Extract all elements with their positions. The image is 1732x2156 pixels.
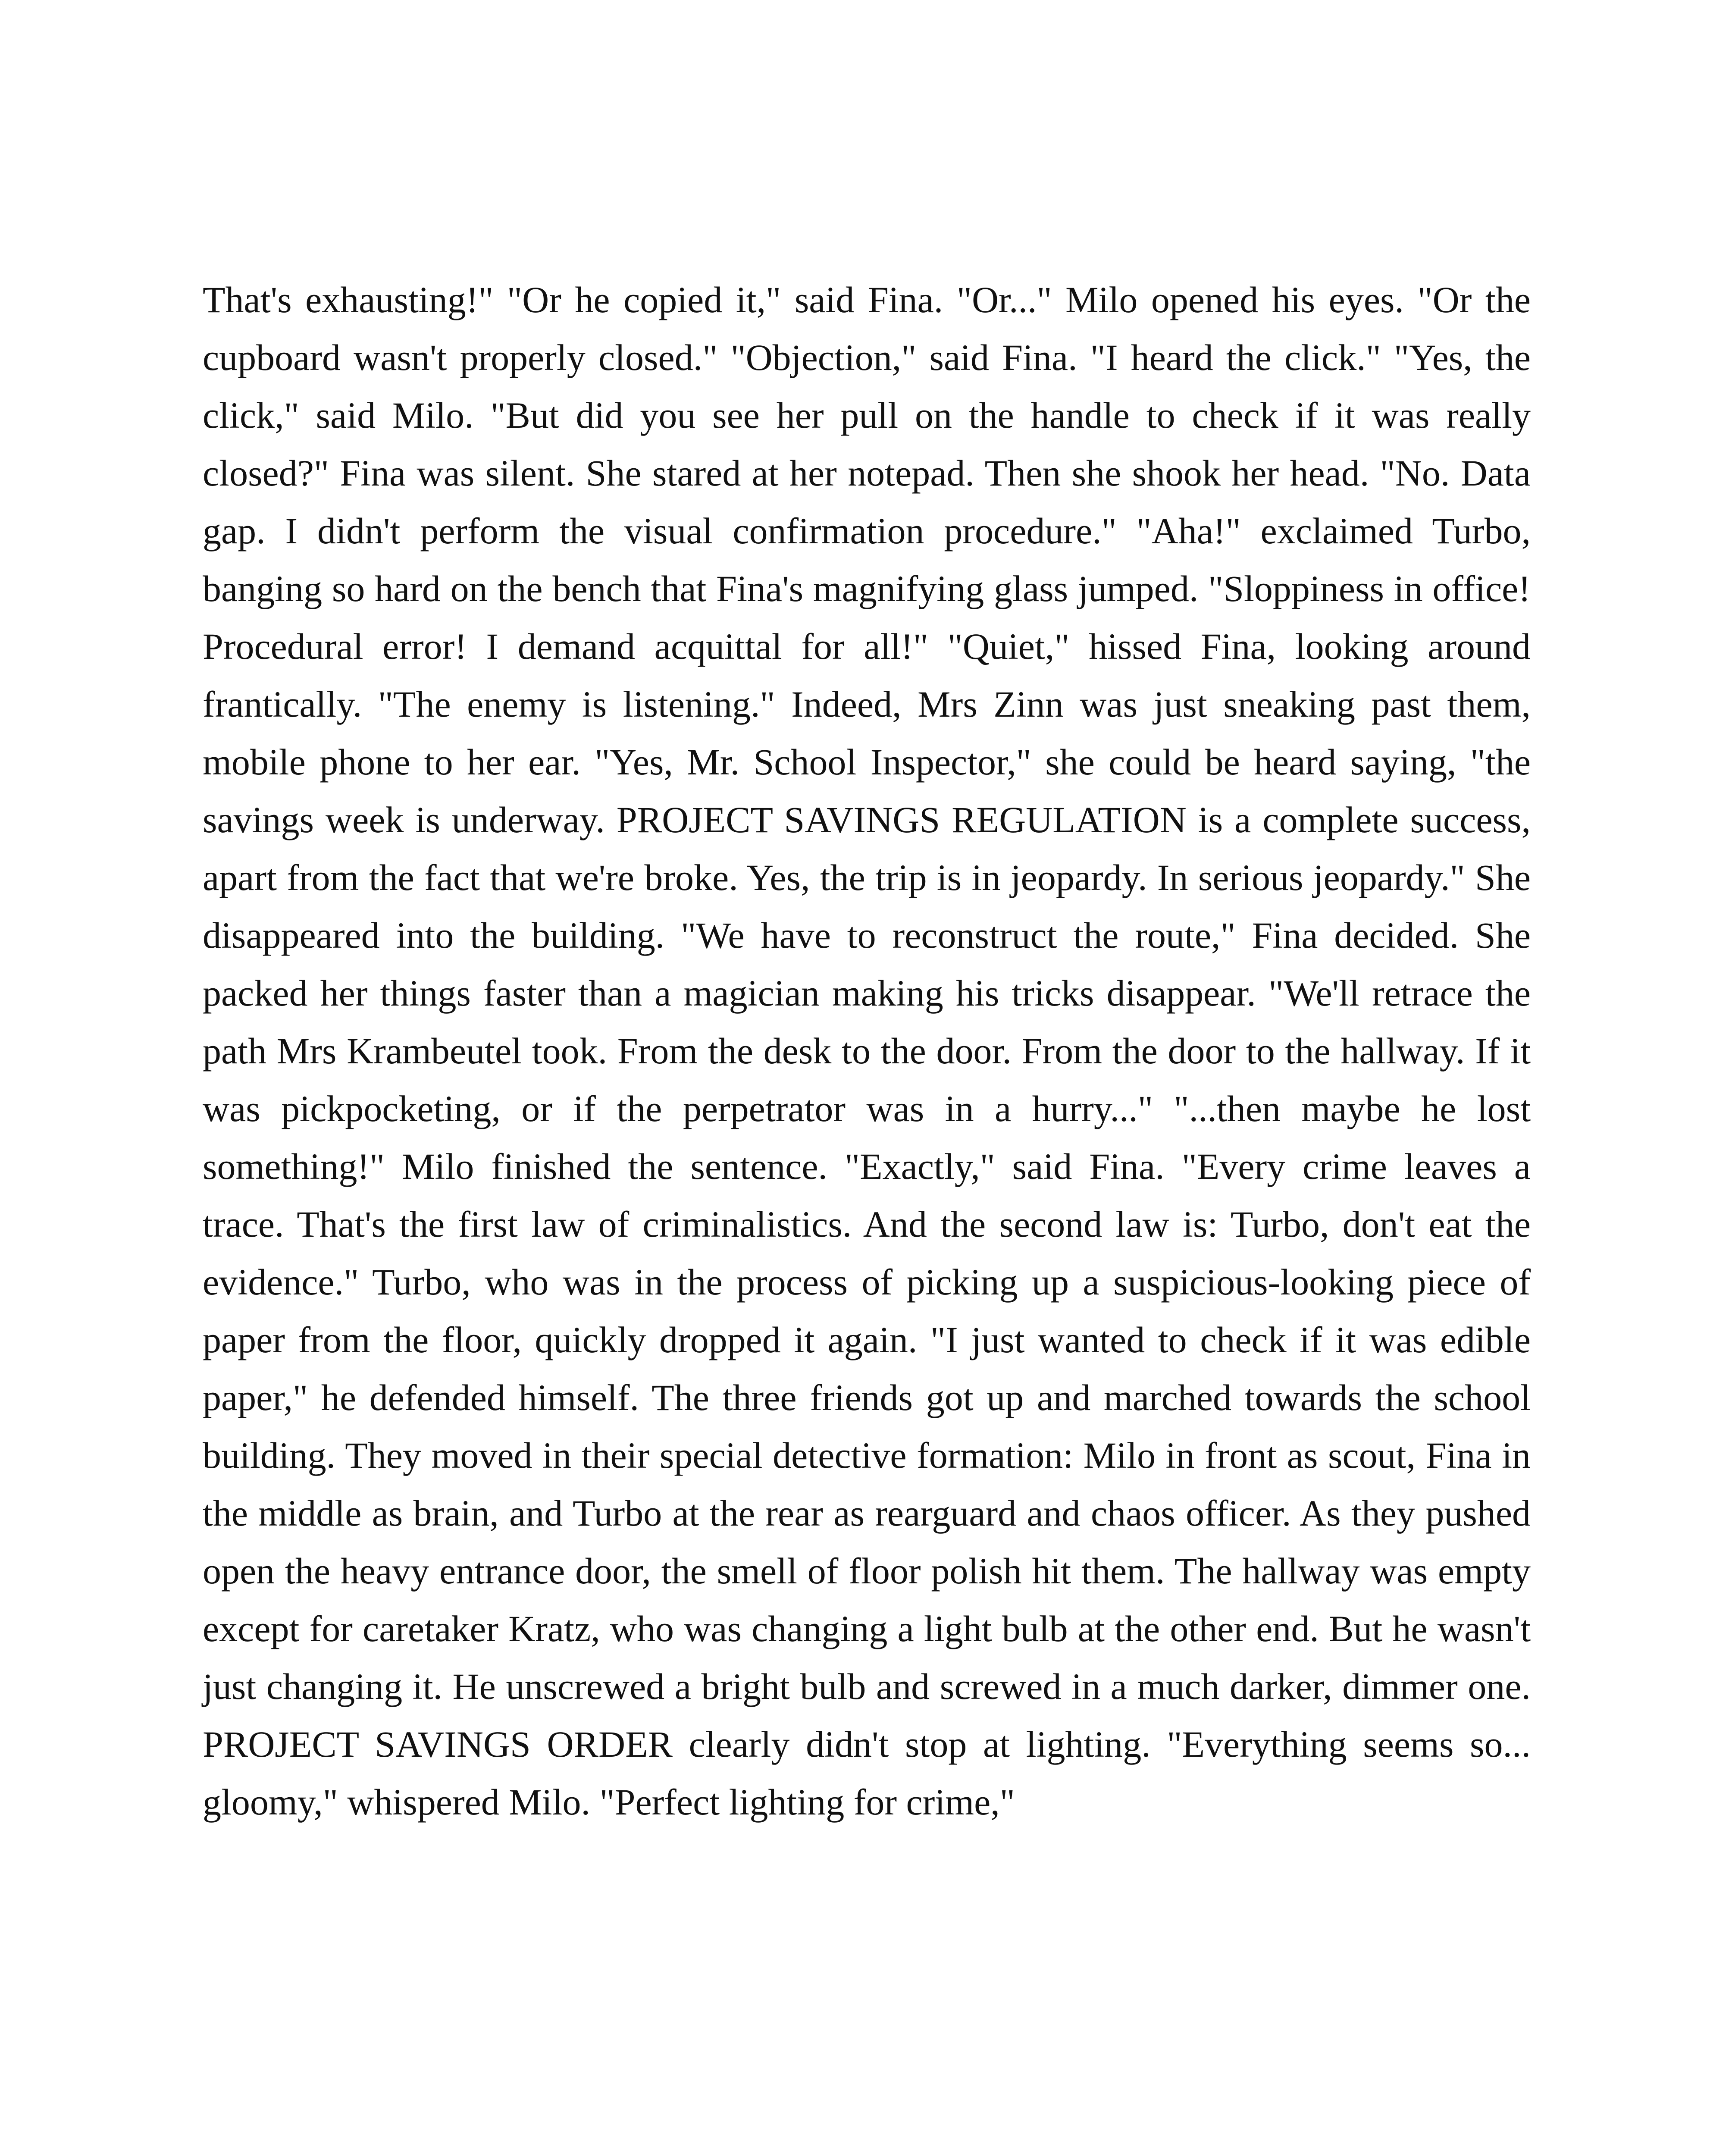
body-paragraph: That's exhausting!" "Or he copied it," said Fina. "Or..." Milo opened his eyes. "Or the cupboard wasn't properly closed." "Objection," said Fina. "I heard the click." "Yes, the click," said Milo. "But did you see her pull on the handle to check if it was really closed?" Fina was silent. She stared at her notepad. Then she shook her head. "No. Data gap. I didn't perform the visual confirmation procedure." "Aha!" exclaimed Turbo, banging so hard on the bench that Fina's magnifying glass jumped. "Sloppiness in office! Procedural error! I demand acquittal for all!" "Quiet," hissed Fina, looking around frantically. "The enemy is listening." Indeed, Mrs Zinn was just sneaking past them, mobile phone to her ear. "Yes, Mr. School Inspector," she could be heard saying, "the savings week is underway. PROJECT SAVINGS REGULATION is a complete success, apart from the fact that we're broke. Yes, the trip is in jeopardy. In serious jeopardy." She disappeared into the building. "We have to reconstruct the route," Fina decided. She packed her things faster than a magician making his tricks disappear. "We'll retrace the path Mrs Krambeutel took. From the desk to the door. From the door to the hallway. If it was pickpocketing, or if the perpetrator was in a hurry..." "...then maybe he lost something!" Milo finished the sentence. "Exactly," said Fina. "Every crime leaves a trace. That's the first law of criminalistics. And the second law is: Turbo, don't eat the evidence." Turbo, who was in the process of picking up a suspicious-looking piece of paper from the floor, quickly dropped it again. "I just wanted to check if it was edible paper," he defended himself. The three friends got up and marched towards the school building. They moved in their special detective formation: Milo in front as scout, Fina in the middle as brain, and Turbo at the rear as rearguard and chaos officer. As they pushed open the heavy entrance door, the smell of floor polish hit them. The hallway was empty except for caretaker Kratz, who was changing a light bulb at the other end. But he wasn't just changing it. He unscrewed a bright bulb and screwed in a much darker, dimmer one. PROJECT SAVINGS ORDER clearly didn't stop at lighting. "Everything seems so... gloomy," whispered Milo. "Perfect lighting for crime,"	[203, 279, 1531, 1823]
